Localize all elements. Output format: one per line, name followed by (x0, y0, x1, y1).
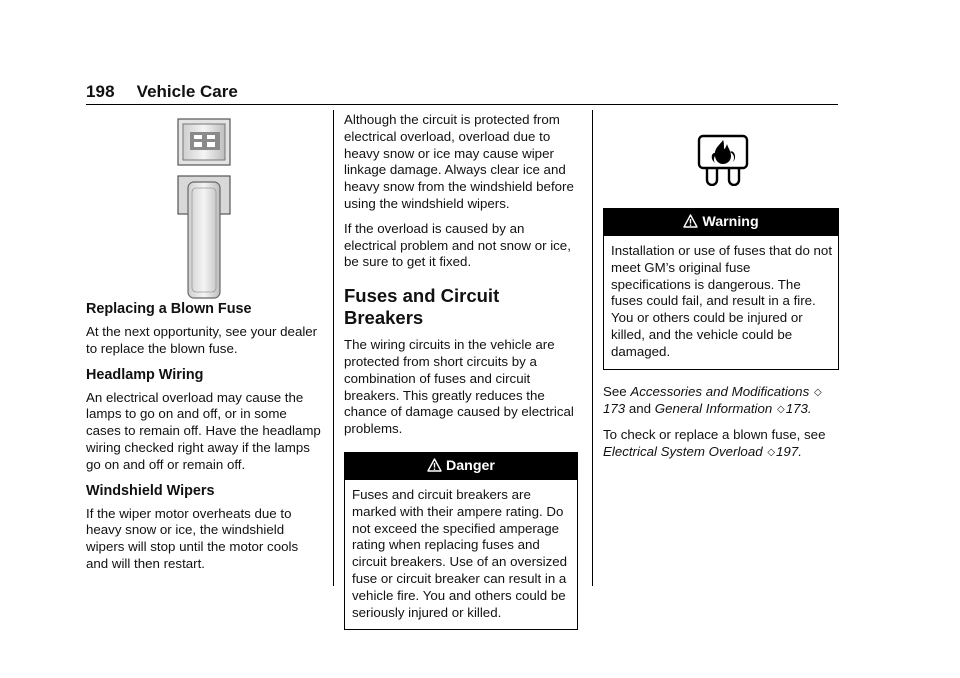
column-divider-1 (333, 110, 334, 586)
page-reference-arrow-icon: ◇ (767, 446, 776, 458)
page-number: 198 (86, 82, 115, 101)
windshield-wipers-heading: Windshield Wipers (86, 482, 215, 499)
page-header (86, 82, 838, 102)
electrical-problem-paragraph: If the overload is caused by an electrical problem and not snow or ice, be sure to get it fixed. (344, 220, 571, 270)
column-3 (603, 112, 839, 470)
replacing-blown-fuse-text: At the next opportunity, see your dealer to replace the blown fuse. (86, 324, 318, 356)
danger-text: Fuses and circuit breakers are marked with their ampere rating. Do not exceed the specified amperage rating when replacing fuses and circuit breakers. Use of an oversized fuse or circuit breaker can result in a vehicle fire. You and others could be seriously injured or killed. (352, 486, 568, 620)
danger-callout (344, 452, 578, 630)
windshield-wipers-text: If the wiper motor overheats due to heavy snow or ice, the windshield wipers will stop until the motor cools and will then restart. (86, 505, 299, 571)
danger-title: Danger (446, 457, 495, 474)
warning-triangle-icon (683, 214, 698, 228)
see-references-paragraph: See Accessories and Modifications ◇173 and General Information ◇173. (603, 384, 839, 420)
warning-triangle-icon (427, 458, 442, 472)
fuse-fire-figure (603, 112, 839, 208)
section-title: Vehicle Care (136, 82, 238, 101)
page-reference-arrow-icon: ◇ (813, 386, 822, 398)
column-1 (86, 112, 322, 581)
warning-callout (603, 208, 839, 370)
general-information-link[interactable]: General Information ◇173. (655, 401, 812, 416)
check-fuse-paragraph: To check or replace a blown fuse, see Electrical System Overload ◇197. (603, 427, 839, 462)
column-divider-2 (592, 110, 593, 586)
danger-callout-header (345, 453, 577, 480)
warning-callout-header (604, 209, 838, 236)
fuses-circuit-breakers-heading: Fuses and Circuit Breakers (344, 285, 500, 329)
headlamp-wiring-heading: Headlamp Wiring (86, 366, 204, 383)
warning-text: Installation or use of fuses that do not meet GM’s original fuse specifications is dangerous. The fuses could fail, and result in a fire. You or others could be injured or killed, and the vehicle could be damaged. (611, 243, 833, 359)
headlamp-wiring-text: An electrical overload may cause the lamps to go on and off, or in some cases to remain off. Have the headlamp wiring checked right away if the lamps go on and off or remain off. (86, 389, 321, 472)
fuse-puller-figure (86, 112, 322, 300)
fuses-circuit-breakers-text: The wiring circuits in the vehicle are protected from short circuits by a combination of fuses and circuit breakers. This greatly reduces the chance of damage caused by electrical problems. (344, 337, 574, 437)
replacing-blown-fuse-heading: Replacing a Blown Fuse (86, 301, 252, 317)
page-reference-arrow-icon: ◇ (777, 404, 785, 416)
fuse-puller-icon (176, 118, 236, 300)
electrical-system-overload-link[interactable]: Electrical System Overload ◇197. (603, 444, 802, 459)
warning-title: Warning (702, 214, 759, 230)
fuse-fire-icon (697, 134, 749, 186)
header-rule (86, 104, 838, 105)
column-2 (344, 112, 578, 644)
accessories-modifications-link[interactable]: Accessories and Modifications ◇173 (603, 383, 822, 417)
wiper-overload-paragraph: Although the circuit is protected from electrical overload, overload due to heavy snow or ice may cause wiper linkage damage. Always clear ice and heavy snow from the windshield before using the windshield wipers. (344, 112, 574, 211)
